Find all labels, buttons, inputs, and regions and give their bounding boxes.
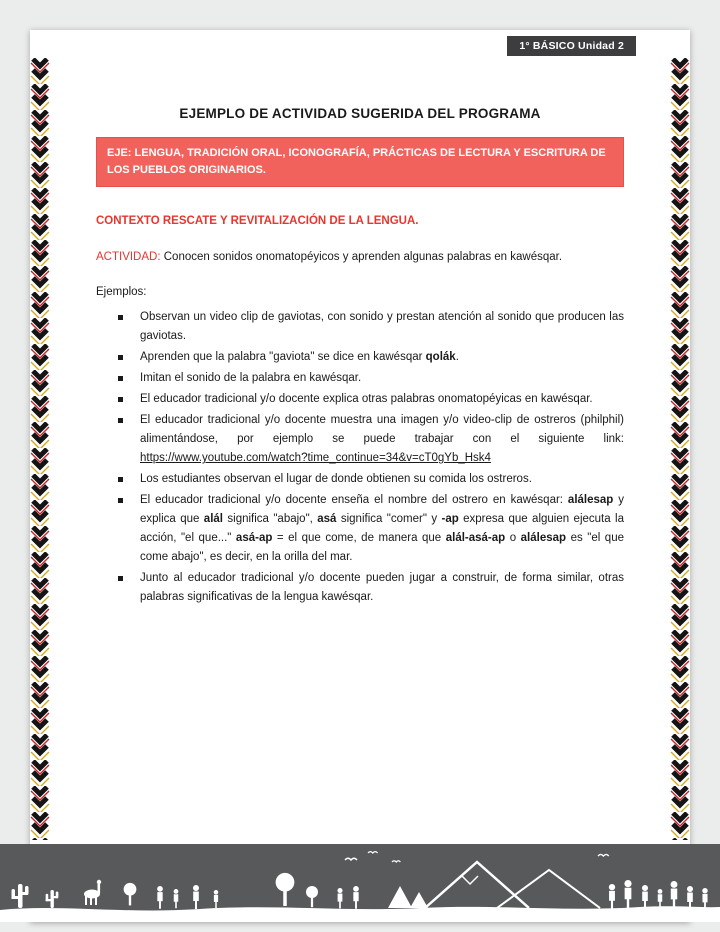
activity-line <box>96 249 624 266</box>
list-item-text: significa "abajo", <box>222 513 318 526</box>
list-item <box>96 348 624 367</box>
unit-badge: 1° BÁSICO Unidad 2 <box>507 36 636 56</box>
list-item-text: o <box>505 532 521 545</box>
eje-banner: EJE: LENGUA, TRADICIÓN ORAL, ICONOGRAFÍA, PRÁCTICAS DE LECTURA Y ESCRITURA DE LOS PUEBLOS ORIGINARIOS. <box>96 137 624 187</box>
list-item-text: Aprenden que la palabra "gaviota" se dice en kawésqar <box>140 351 426 364</box>
decorative-border-right <box>670 58 690 840</box>
list-item <box>96 369 624 388</box>
examples-label: Ejemplos: <box>96 286 147 299</box>
bullet-icon <box>118 376 123 381</box>
bullet-icon <box>118 576 123 581</box>
list-item <box>96 411 624 468</box>
list-item-text: alálesap <box>567 494 614 507</box>
activity-label: ACTIVIDAD: <box>96 251 161 264</box>
list-item <box>96 569 624 607</box>
page-title: EJEMPLO DE ACTIVIDAD SUGERIDA DEL PROGRAMA <box>179 106 541 121</box>
activity-text: Conocen sonidos onomatopéyicos y aprenden algunas palabras en kawésqar. <box>163 251 563 264</box>
list-item-text: es "el que come abajo", es decir, en la orilla del mar. <box>140 532 624 564</box>
list-item-text: El educador tradicional y/o docente enseña el nombre del ostrero en kawésqar: <box>140 494 568 507</box>
list-item <box>96 491 624 567</box>
footer-illustration <box>0 844 720 922</box>
list-item <box>96 390 624 409</box>
bullet-icon <box>118 355 123 360</box>
list-item-text: Junto al educador tradicional y/o docente pueden jugar a construir, de forma similar, otras palabras significativas de la lengua kawésqar. <box>140 572 624 604</box>
list-item-text: expresa que alguien ejecuta la acción, "el que..." <box>140 513 624 545</box>
list-item <box>96 470 624 489</box>
list-item-text: . <box>455 351 459 364</box>
document-page <box>30 30 690 922</box>
list-item-text: Observan un video clip de gaviotas, con sonido y prestan atención al sonido que producen las gaviotas. <box>140 311 624 343</box>
bullet-icon <box>118 477 123 482</box>
bullet-icon <box>118 418 123 423</box>
list-item-text: El educador tradicional y/o docente explica otras palabras onomatopéyicas en kawésqar. <box>140 393 593 406</box>
context-heading: CONTEXTO RESCATE Y REVITALIZACIÓN DE LA LENGUA. <box>96 215 419 228</box>
list-item-text: -ap <box>441 513 459 526</box>
bullet-icon <box>118 498 123 503</box>
list-item-text: qolák <box>425 351 456 364</box>
list-item-text: Imitan el sonido de la palabra en kawésqar. <box>140 372 362 385</box>
list-item-text: significa "comer" y <box>336 513 442 526</box>
list-item-text: asá <box>317 513 337 526</box>
youtube-link[interactable]: https://www.youtube.com/watch?time_continue=34&v=cT0gYb_Hsk4 <box>140 452 491 465</box>
list-item-text: alálesap <box>520 532 567 545</box>
list-item <box>96 308 624 346</box>
document-content <box>96 30 624 609</box>
list-item-text: = el que come, de manera que <box>272 532 446 545</box>
decorative-border-left <box>30 58 50 840</box>
list-item-text: alál-asá-ap <box>445 532 506 545</box>
list-item-text: y explica que <box>140 494 624 526</box>
bullet-icon <box>118 397 123 402</box>
list-item-text: El educador tradicional y/o docente muestra una imagen y/o video-clip de ostreros (philphil) alimentándose, por ejemplo se puede trabajar con el siguiente link: <box>140 414 624 446</box>
bullet-icon <box>118 315 123 320</box>
list-item-text: alál <box>203 513 223 526</box>
list-item-text: asá-ap <box>235 532 273 545</box>
list-item-text: Los estudiantes observan el lugar de donde obtienen su comida los ostreros. <box>140 473 532 486</box>
examples-list <box>96 308 624 607</box>
